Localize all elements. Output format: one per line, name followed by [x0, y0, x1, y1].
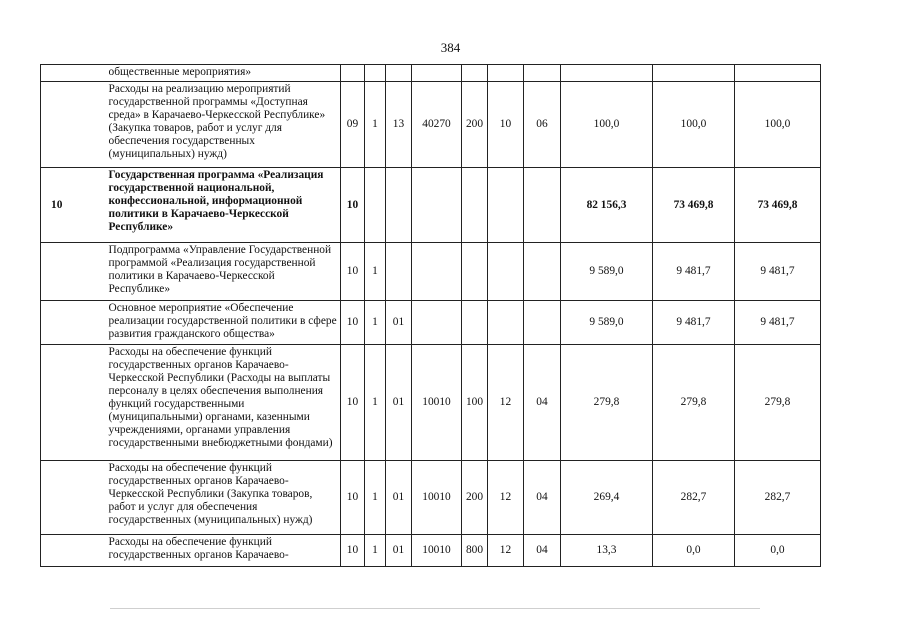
code-gp [341, 65, 365, 82]
table-row [41, 168, 821, 243]
code-gp: 10 [341, 345, 365, 461]
row-number [41, 345, 73, 461]
row-description: Расходы на обеспечение функций государственных органов Карачаево-Черкесской Республики (Закупка товаров, работ и услуг для обеспечения государственных (муниципальных) нужд) [73, 461, 341, 535]
amount-year-3: 279,8 [735, 345, 821, 461]
amount-year-2: 9 481,7 [653, 243, 735, 301]
code-vr: 200 [462, 461, 488, 535]
row-number [41, 301, 73, 345]
table-body [41, 65, 821, 567]
code-pr [524, 243, 561, 301]
code-rz [488, 168, 524, 243]
amount-year-2: 0,0 [653, 535, 735, 567]
table-row [41, 243, 821, 301]
amount-year-1: 279,8 [561, 345, 653, 461]
code-om [386, 168, 412, 243]
code-direction: 10010 [412, 535, 462, 567]
code-rz: 12 [488, 345, 524, 461]
code-direction [412, 65, 462, 82]
code-pp [365, 168, 386, 243]
page-number: 384 [440, 40, 461, 55]
code-gp: 10 [341, 243, 365, 301]
row-number [41, 65, 73, 82]
table-row [41, 461, 821, 535]
code-direction: 10010 [412, 345, 462, 461]
code-om [386, 65, 412, 82]
row-number [41, 535, 73, 567]
code-om: 01 [386, 301, 412, 345]
code-pp: 1 [365, 345, 386, 461]
code-rz [488, 301, 524, 345]
amount-year-2: 279,8 [653, 345, 735, 461]
table-row [41, 535, 821, 567]
row-description: общественные мероприятия» [73, 65, 341, 82]
table-row [41, 65, 821, 82]
code-om: 01 [386, 345, 412, 461]
code-rz: 12 [488, 461, 524, 535]
code-pp [365, 65, 386, 82]
amount-year-3: 9 481,7 [735, 301, 821, 345]
code-gp: 09 [341, 82, 365, 168]
code-vr: 800 [462, 535, 488, 567]
code-pp: 1 [365, 301, 386, 345]
code-pr: 06 [524, 82, 561, 168]
code-direction [412, 243, 462, 301]
row-description: Подпрограмма «Управление Государственной программой «Реализация государственной политики в Карачаево-Черкесской Республике» [73, 243, 341, 301]
amount-year-1: 269,4 [561, 461, 653, 535]
code-direction: 40270 [412, 82, 462, 168]
amount-year-3: 73 469,8 [735, 168, 821, 243]
amount-year-1: 100,0 [561, 82, 653, 168]
code-rz: 12 [488, 535, 524, 567]
amount-year-3 [735, 65, 821, 82]
code-pr: 04 [524, 345, 561, 461]
amount-year-1: 13,3 [561, 535, 653, 567]
code-rz: 10 [488, 82, 524, 168]
row-description: Основное мероприятие «Обеспечение реализации государственной политики в сфере развития гражданского общества» [73, 301, 341, 345]
row-description: Расходы на реализацию мероприятий государственной программы «Доступная среда» в Карачаево-Черкесской Республике» (Закупка товаров, работ и услуг для обеспечения государственных (муниципальных) нужд) [73, 82, 341, 168]
code-pr [524, 65, 561, 82]
row-number: 10 [41, 168, 73, 243]
row-number [41, 461, 73, 535]
code-pr [524, 301, 561, 345]
amount-year-3: 282,7 [735, 461, 821, 535]
row-number [41, 82, 73, 168]
code-vr: 200 [462, 82, 488, 168]
code-direction [412, 301, 462, 345]
amount-year-1: 9 589,0 [561, 243, 653, 301]
code-gp: 10 [341, 535, 365, 567]
code-pp: 1 [365, 535, 386, 567]
code-vr [462, 243, 488, 301]
code-om: 13 [386, 82, 412, 168]
amount-year-1 [561, 65, 653, 82]
code-vr: 100 [462, 345, 488, 461]
code-pp: 1 [365, 461, 386, 535]
amount-year-3: 9 481,7 [735, 243, 821, 301]
table-row [41, 345, 821, 461]
row-description: Расходы на обеспечение функций государственных органов Карачаево- [73, 535, 341, 567]
code-pp: 1 [365, 82, 386, 168]
code-pr: 04 [524, 535, 561, 567]
amount-year-2: 9 481,7 [653, 301, 735, 345]
code-vr [462, 65, 488, 82]
code-om: 01 [386, 461, 412, 535]
code-pr [524, 168, 561, 243]
amount-year-1: 82 156,3 [561, 168, 653, 243]
budget-table [40, 64, 821, 567]
code-pr: 04 [524, 461, 561, 535]
code-rz [488, 243, 524, 301]
amount-year-3: 100,0 [735, 82, 821, 168]
footer-divider [110, 608, 760, 609]
code-gp: 10 [341, 461, 365, 535]
amount-year-3: 0,0 [735, 535, 821, 567]
amount-year-2: 282,7 [653, 461, 735, 535]
row-description: Государственная программа «Реализация государственной национальной, конфессиональной, информационной политики в Карачаево-Черкесской Республике» [73, 168, 341, 243]
code-vr [462, 168, 488, 243]
code-gp: 10 [341, 301, 365, 345]
row-description: Расходы на обеспечение функций государственных органов Карачаево-Черкесской Республики (Расходы на выплаты персоналу в целях обеспечения выполнения функций государственными (муниципальными) органами, казенными учреждениями, органами управления государственными внебюджетными фондами) [73, 345, 341, 461]
row-number [41, 243, 73, 301]
table-row [41, 301, 821, 345]
code-direction: 10010 [412, 461, 462, 535]
code-direction [412, 168, 462, 243]
code-pp: 1 [365, 243, 386, 301]
amount-year-2: 100,0 [653, 82, 735, 168]
amount-year-2: 73 469,8 [653, 168, 735, 243]
table-row [41, 82, 821, 168]
amount-year-2 [653, 65, 735, 82]
code-gp: 10 [341, 168, 365, 243]
code-rz [488, 65, 524, 82]
amount-year-1: 9 589,0 [561, 301, 653, 345]
code-vr [462, 301, 488, 345]
code-om [386, 243, 412, 301]
code-om: 01 [386, 535, 412, 567]
